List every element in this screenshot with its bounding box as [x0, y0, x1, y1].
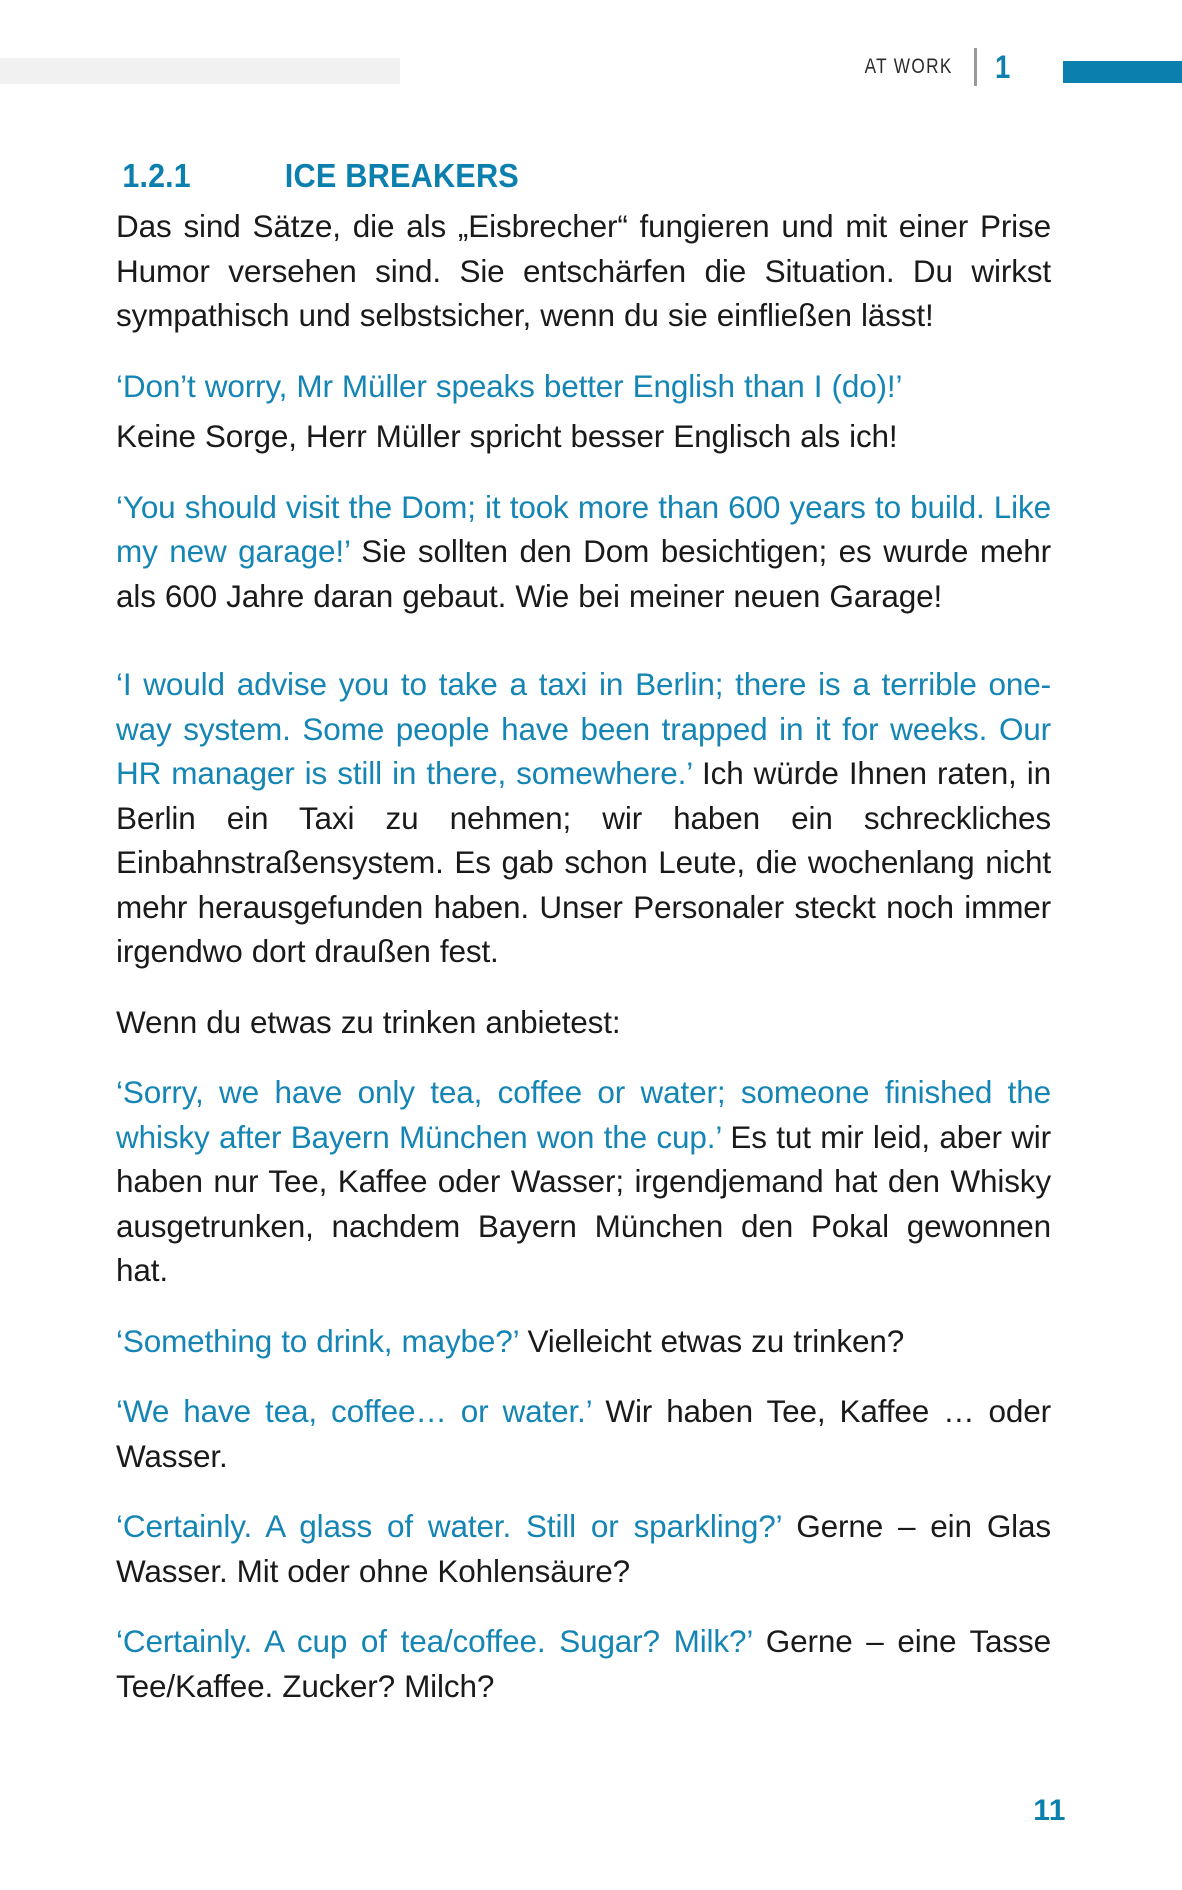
phrase-7: [116, 1504, 1051, 1593]
section-title: ICE BREAKERS: [284, 157, 519, 194]
paragraph-intro: [116, 204, 1051, 338]
phrase-1-german: [116, 414, 1051, 459]
section-heading: [116, 158, 1051, 194]
page-number: 11: [1033, 1794, 1066, 1827]
phrase-6-en-text: ‘We have tea, coffee… or water.’: [116, 1393, 592, 1430]
header-right-group: [845, 44, 1182, 90]
content-column: [116, 158, 1051, 1708]
section-number: 1.2.1: [122, 157, 191, 194]
phrase-5: [116, 1319, 1051, 1364]
phrase-1-en-text: ‘Don’t worry, Mr Müller speaks better English than I (do)!’: [116, 367, 903, 404]
phrase-1-de-text: Keine Sorge, Herr Müller spricht besser Englisch als ich!: [116, 418, 898, 455]
phrase-8: [116, 1619, 1051, 1708]
header-left-rule: [0, 58, 400, 84]
paragraph-drinks-lead: [116, 1000, 1051, 1045]
phrase-1-english: [116, 364, 1051, 409]
intro-text: Das sind Sätze, die als „Eisbrecher“ fungieren und mit einer Prise Humor versehen sind. Sie entschärfen die Situation. Du wirkst sympathisch und selbstsicher, wenn du sie einfließen lässt!: [116, 208, 1051, 334]
phrase-7-en-text: ‘Certainly. A glass of water. Still or sparkling?’: [116, 1508, 782, 1545]
phrase-2-de-text: Sie sollten den Dom besichtigen; es wurde mehr als 600 Jahre daran gebaut. Wie bei meiner neuen Garage!: [116, 533, 1051, 614]
phrase-8-en-text: ‘Certainly. A cup of tea/coffee. Sugar? Milk?’: [116, 1623, 753, 1660]
phrase-4-en-text: ‘Sorry, we have only tea, coffee or water; someone finished the whisky after Bayern München won the cup.’: [116, 1074, 1051, 1155]
header-accent-block: [1063, 61, 1182, 83]
drinks-lead-text: Wenn du etwas zu trinken anbietest:: [116, 1003, 621, 1040]
phrase-4-de-text: Es tut mir leid, aber wir haben nur Tee, Kaffee oder Wasser; irgendjemand hat den Whisky ausgetrunken, nachdem Bayern München den Pokal gewonnen hat.: [116, 1118, 1051, 1289]
phrase-3-de-text: Ich würde Ihnen raten, in Berlin ein Taxi zu nehmen; wir haben ein schreckliches Einbahnstraßensystem. Es gab schon Leute, die wochenlang nicht mehr herausgefunden haben. Unser Personaler steckt noch immer irgendwo dort draußen fest.: [116, 755, 1051, 970]
phrase-6: [116, 1389, 1051, 1478]
phrase-5-en-text: ‘Something to drink, maybe?’: [116, 1322, 519, 1359]
phrase-2-en-text: ‘You should visit the Dom; it took more than 600 years to build. Like my new garage!’: [116, 488, 1051, 570]
phrase-5-de-text: Vielleicht etwas zu trinken?: [518, 1322, 905, 1359]
phrase-3-en-text: ‘I would advise you to take a taxi in Berlin; there is a terrible one-way system. Some people have been trapped in it for weeks. Our HR manager is still in there, somewhere.’: [116, 666, 1051, 792]
header-chapter-number: 1: [995, 49, 1011, 85]
header-divider: [974, 48, 977, 86]
running-header: [0, 0, 1182, 104]
phrase-6-de-text: Wir haben Tee, Kaffee … oder Wasser.: [116, 1393, 1051, 1474]
phrase-3: [116, 662, 1051, 974]
phrase-7-de-text: Gerne – ein Glas Wasser. Mit oder ohne Kohlensäure?: [116, 1508, 1051, 1589]
phrase-4: [116, 1070, 1051, 1293]
phrase-2: [116, 485, 1051, 619]
header-chapter-title: AT WORK: [864, 55, 953, 78]
phrase-8-de-text: Gerne – eine Tasse Tee/Kaffee. Zucker? Milch?: [116, 1623, 1051, 1704]
